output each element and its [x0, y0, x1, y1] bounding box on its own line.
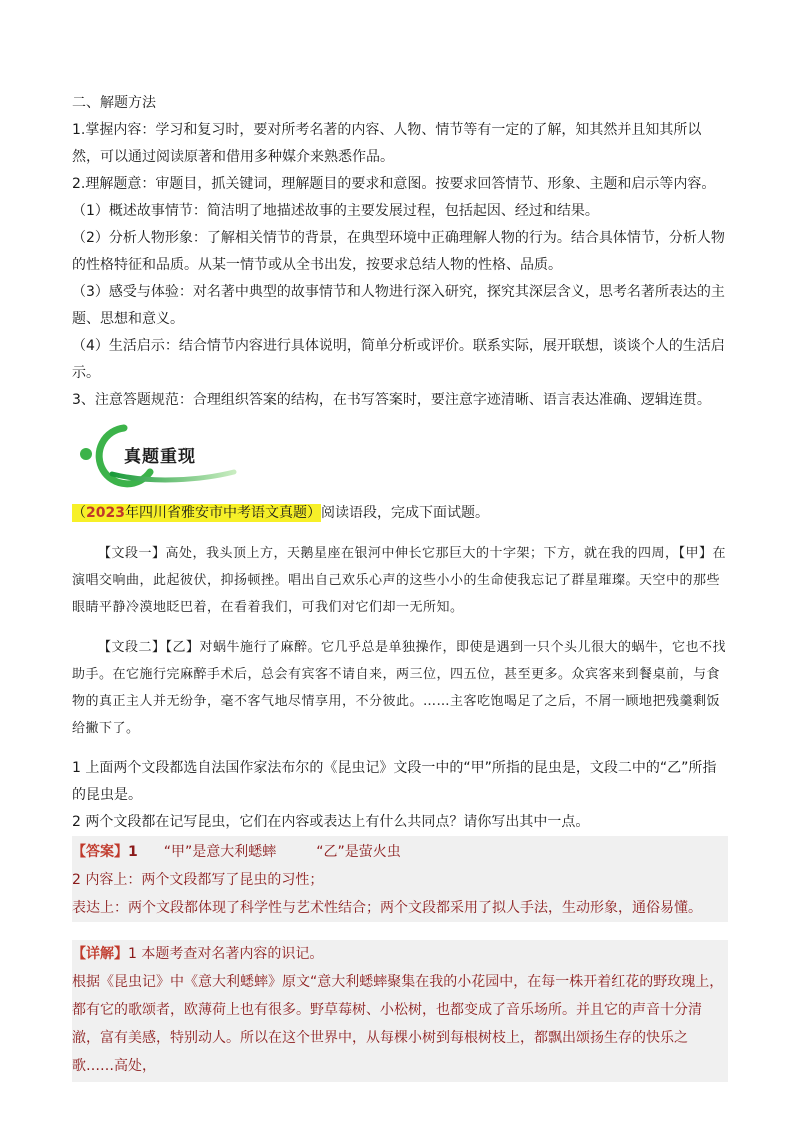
- document-page: [72, 90, 728, 1082]
- method-p7: 3、注意答题规范：合理组织答案的结构，在书写答案时，要注意字迹清晰、语言表达准确、逻辑连贯。: [72, 392, 711, 408]
- detail-line-1: 【详解】1 本题考查对名著内容的识记。: [72, 946, 324, 962]
- question-source-line: [72, 500, 728, 527]
- passage-2: 【文段二】【乙】对蜗牛施行了麻醉。它几乎总是单独操作，即使是遇到一只个头儿很大的蜗牛，它也不找助手。在它施行完麻醉手术后，总会有宾客不请自来，两三位，四五位，甚至更多。众宾客来到餐桌前，与食物的真正主人并无纷争，毫不客气地尽情享用，不分彼此。……主客吃饱喝足了之后，不屑一顾地把残羹剩饭给撇下了。: [72, 640, 727, 736]
- question-instruction: 阅读语段，完成下面试题。: [320, 505, 489, 521]
- answer-box: [72, 836, 728, 1082]
- passage-1: 【文段一】高处，我头顶上方，天鹅星座在银河中伸长它那巨大的十字架；下方，就在我的四周，【甲】在演唱交响曲，此起彼伏，抑扬顿挫。唱出自己欢乐心声的这些小小的生命使我忘记了群星璀璨。天空中的那些眼睛平静冷漠地眨巴着，在看着我们，可我们对它们却一无所知。: [72, 546, 727, 615]
- banner-title: 真题重现: [124, 447, 196, 467]
- question-1: 1 上面两个文段都选自法国作家法布尔的《昆虫记》文段一中的“甲”所指的昆虫是，文段二中的“乙”所指的昆虫是。: [72, 760, 717, 803]
- method-p2: 2.理解题意：审题目，抓关键词，理解题目的要求和意图。按要求回答情节、形象、主题和启示等内容。: [72, 176, 716, 192]
- answer-tag: 【答案】: [72, 844, 128, 860]
- answer-jia: “甲”是意大利蟋蟀: [163, 844, 277, 860]
- answer-expression: 表达上：两个文段都体现了科学性与艺术性结合；两个文段都采用了拟人手法，生动形象，通俗易懂。: [72, 900, 702, 916]
- answer-line-1: 【答案】1 “甲”是意大利蟋蟀 “乙”是萤火虫: [72, 844, 401, 860]
- question-2: 2 两个文段都在记写昆虫，它们在内容或表达上有什么共同点？请你写出其中一点。: [72, 814, 590, 830]
- method-p4: （2）分析人物形象：了解相关情节的背景，在典型环境中正确理解人物的行为。结合具体情节，分析人物的性格特征和品质。从某一情节或从全书出发，按要求总结人物的性格、品质。: [72, 230, 725, 273]
- methods-heading: 二、解题方法: [72, 95, 156, 111]
- detail-body: 根据《昆虫记》中《意大利蟋蟀》原文“意大利蟋蟀聚集在我的小花园中，在每一株开着红花的野玫瑰上，都有它的歌颂者，欧薄荷上也有很多。野草莓树、小松树，也都变成了音乐场所。并且它的声音十分清澈，富有美感，特别动人。所以在这个世界中，从每棵小树到每根树枝上，都飘出颂扬生存的快乐之歌……高处，: [72, 974, 724, 1074]
- answer-yi: “乙”是萤火虫: [316, 844, 401, 860]
- method-p6: （4）生活启示：结合情节内容进行具体说明，简单分析或评价。联系实际，展开联想，谈谈个人的生活启示。: [72, 338, 725, 381]
- method-p3: （1）概述故事情节：简洁明了地描述故事的主要发展过程，包括起因、经过和结果。: [72, 203, 599, 219]
- detail-tag: 【详解】: [72, 946, 128, 962]
- section-banner: [72, 422, 728, 488]
- answer-content: 2 内容上：两个文段都写了昆虫的习性；: [72, 872, 324, 888]
- method-p5: （3）感受与体验：对名著中典型的故事情节和人物进行深入研究，探究其深层含义，思考名著所表达的主题、思想和意义。: [72, 284, 725, 327]
- source-highlight: （2023年四川省雅安市中考语文真题）: [72, 505, 321, 521]
- method-p1: 1.掌握内容：学习和复习时，要对所考名著的内容、人物、情节等有一定的了解，知其然并且知其所以然，可以通过阅读原著和借用多种媒介来熟悉作品。: [72, 122, 702, 165]
